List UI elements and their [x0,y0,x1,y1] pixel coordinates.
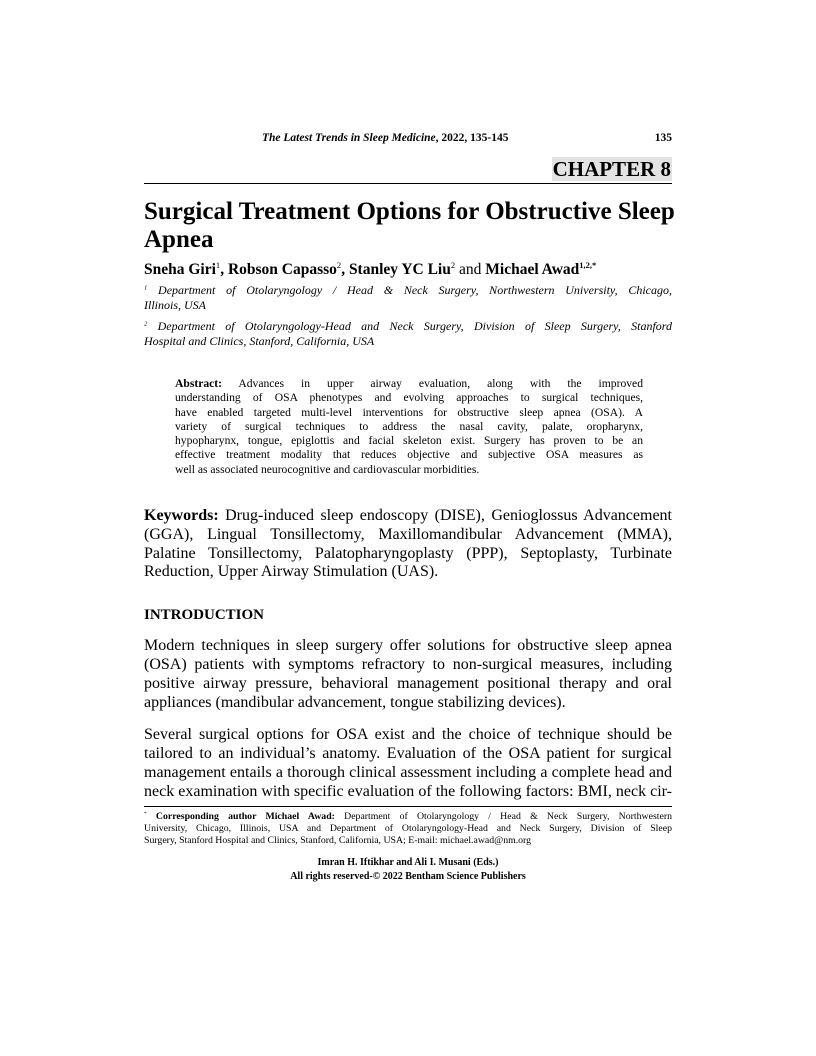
separator: and [455,261,486,278]
text-line: tailored to an individual’s anatomy. Evaluation of the OSA patient for surgical [144,745,672,762]
abstract-label: Abstract: [175,377,223,390]
affiliation-sup: 1 [144,284,148,292]
abstract-line: understanding of OSA phenotypes and evolving approaches to surgical techniques, [175,391,643,405]
footnote-sup: * [144,811,147,818]
abstract-line: Advances in upper airway evaluation, along with the improved [222,377,643,390]
affiliation-line: Department of Otolaryngology-Head and Neck Surgery, Division of Sleep Surgery, Stanford [157,319,672,333]
affiliation-line: Illinois, USA [144,298,206,312]
author-sup: 1 [215,260,221,271]
page-number: 135 [654,132,672,144]
title-line: Apnea [144,226,214,253]
keywords-line: (GGA), Lingual Tonsillectomy, Maxillomandibular Advancement (MMA), [144,525,672,543]
footnote-label: Corresponding author Michael Awad: [155,811,335,822]
author-sup: 2 [336,260,342,271]
author-list [144,261,596,279]
author-sup: 1,2,* [579,260,597,271]
affiliation-2 [144,319,672,349]
affiliation-line: Department of Otolaryngology / Head & Neck Surgery, Northwestern University, Chicago, [158,283,673,297]
author: Stanley YC Liu [348,261,451,278]
keywords-line: Reduction, Upper Airway Stimulation (UAS). [144,563,439,581]
book-credits [144,856,672,884]
separator: , [341,261,349,278]
keywords-line: Drug-induced sleep endoscopy (DISE), Genioglossus Advancement [218,507,672,524]
chapter-label: CHAPTER 8 [552,157,671,181]
abstract-line: have enabled targeted multi-level interventions for obstructive sleep apnea (OSA). A [175,405,643,419]
footnote [144,811,672,848]
text-line: Several surgical options for OSA exist and the choice of technique should be [144,726,672,743]
text-line: Modern techniques in sleep surgery offer solutions for obstructive sleep apnea [144,637,672,654]
section-heading: INTRODUCTION [144,607,265,623]
chapter-title [144,198,675,254]
keywords [144,507,672,582]
abstract-line: effective treatment modality that reduces objective and subjective OSA measures as [175,448,643,462]
editors: Imran H. Iftikhar and Ali I. Musani (Eds.) [317,857,499,868]
paragraph [144,725,672,801]
copyright: All rights reserved-© 2022 Bentham Science Publishers [290,871,526,882]
paragraph [144,636,672,712]
abstract-line: hypopharynx, tongue, epiglottis and facial skeleton exist. Surgery has proven to be an [175,434,643,448]
affiliation-line: Hospital and Clinics, Stanford, California, USA [144,334,375,348]
abstract [175,377,643,477]
abstract-line: well as associated neurocognitive and cardiovascular morbidities. [175,462,480,476]
separator: , [220,261,228,278]
abstract-line: variety of surgical techniques to address the nasal cavity, palate, oropharynx, [175,419,643,433]
affiliation-sup: 2 [144,320,148,328]
author: Robson Capasso [227,261,337,278]
footnote-line: Department of Otolaryngology / Head & Neck Surgery, Northwestern [334,811,672,822]
text-line: management entails a thorough clinical assessment including a complete head and [144,764,672,781]
title-line: Surgical Treatment Options for Obstructive Sleep [144,198,675,225]
header-rule [144,183,672,184]
journal-citation: The Latest Trends in Sleep Medicine, 2022, 135-145 [262,132,509,144]
affiliation-1 [144,283,672,313]
text-line: neck examination with specific evaluation of the following factors: BMI, neck cir- [144,783,672,800]
author-sup: 2 [450,260,456,271]
text-line: (OSA) patients with symptoms refractory to non-surgical measures, including [144,656,672,673]
footnote-line: University, Chicago, Illinois, USA and Department of Otolaryngology-Head and Neck Surgery, Division of Sleep [144,823,672,835]
footnote-rule [144,806,672,807]
text-line: positive airway pressure, behavioral management positional therapy and oral [144,675,672,692]
author: Sneha Giri [144,261,216,278]
keywords-label: Keywords: [144,507,219,524]
text-line: appliances (mandibular advancement, tongue stabilizing devices). [144,694,566,711]
author: Michael Awad [485,261,580,278]
footnote-line: Surgery, Stanford Hospital and Clinics, Stanford, California, USA; E-mail: michael.awad@nm.org [144,835,532,847]
keywords-line: Palatine Tonsillectomy, Palatopharyngoplasty (PPP), Septoplasty, Turbinate [144,544,672,562]
